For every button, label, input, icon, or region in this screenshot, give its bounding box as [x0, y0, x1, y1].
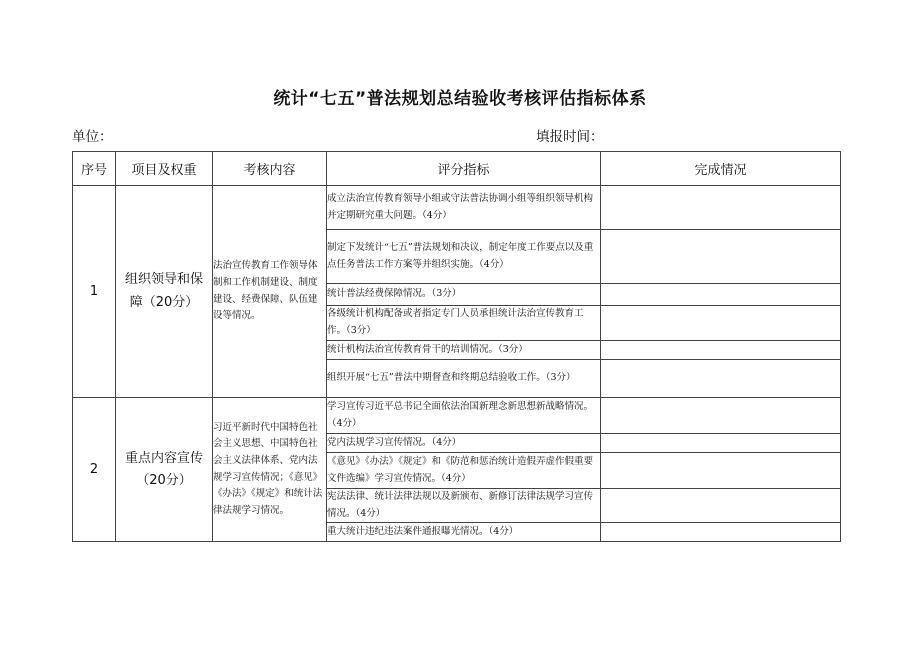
- section-2-completion-3[interactable]: [601, 453, 841, 489]
- section-2-number: 2: [73, 398, 116, 542]
- section-2-completion-2[interactable]: [601, 434, 841, 453]
- document-title: 统计“七五”普法规划总结验收考核评估指标体系: [273, 89, 647, 109]
- section-1-project-line1: 组织领导和保: [124, 272, 203, 288]
- header-completion: 完成情况: [601, 152, 841, 186]
- section-2-completion-4[interactable]: [601, 489, 841, 523]
- section-1-project: [116, 186, 213, 398]
- section-1-criterion-1: 成立法治宣传教育领导小组或守法普法协调小组等组织领导机构并定期研究重大问题。（4分）: [327, 186, 601, 230]
- section-2-criterion-2: 党内法规学习宣传情况。（4分）: [327, 434, 601, 453]
- header-criteria: 评分指标: [327, 152, 601, 186]
- header-row: [73, 152, 841, 186]
- section-1-criterion-4: 各级统计机构配备或者指定专门人员承担统计法治宣传教育工作。（3分）: [327, 306, 601, 341]
- section-2-completion-5[interactable]: [601, 523, 841, 542]
- header-content: 考核内容: [213, 152, 327, 186]
- section-1-criterion-3: 统计普法经费保障情况。（3分）: [327, 284, 601, 306]
- section-2-completion-1[interactable]: [601, 398, 841, 434]
- table-row: [73, 186, 841, 230]
- header-no: 序号: [73, 152, 116, 186]
- section-1-criterion-5: 统计机构法治宣传教育骨干的培训情况。（3分）: [327, 341, 601, 360]
- section-2-criterion-5: 重大统计违纪违法案件通报曝光情况。（4分）: [327, 523, 601, 542]
- section-1-project-line2: 障（20分）: [129, 294, 199, 310]
- section-2-criterion-1: 学习宣传习近平总书记全面依法治国新理念新思想新战略情况。（4分）: [327, 398, 601, 434]
- section-1-criterion-6: 组织开展“七五”普法中期督查和终期总结验收工作。（3分）: [327, 360, 601, 398]
- section-2-criterion-3: 《意见》《办法》《规定》和《防范和惩治统计造假弄虚作假重要文件选编》学习宣传情况。（4分）: [327, 453, 601, 489]
- section-1-number: 1: [73, 186, 116, 398]
- section-1-completion-2[interactable]: [601, 230, 841, 284]
- section-2-project-line2: （20分）: [136, 472, 192, 488]
- unit-label: 单位：: [72, 129, 113, 145]
- header-project: 项目及权重: [116, 152, 213, 186]
- table-row: [73, 398, 841, 434]
- section-1-criterion-2: 制定下发统计“七五”普法规划和决议，制定年度工作要点以及重点任务普法工作方案等并组织实施。（4分）: [327, 230, 601, 284]
- section-1-completion-3[interactable]: [601, 284, 841, 306]
- section-1-completion-4[interactable]: [601, 306, 841, 341]
- section-2-content: 习近平新时代中国特色社会主义思想、中国特色社会主义法律体系、党内法规学习宣传情况；《意见》《办法》《规定》和统计法律法规学习情况。: [213, 398, 327, 542]
- section-2-criterion-4: 宪法法律、统计法律法规以及新颁布、新修订法律法规学习宣传情况。（4分）: [327, 489, 601, 523]
- section-1-completion-1[interactable]: [601, 186, 841, 230]
- section-1-content: 法治宣传教育工作领导体制和工作机制建设、制度建设、经费保障、队伍建设等情况。: [213, 186, 327, 398]
- fill-time-label: 填报时间：: [536, 129, 604, 145]
- evaluation-table: [72, 151, 841, 542]
- section-2-project-line1: 重点内容宣传: [124, 450, 203, 466]
- section-2-project: [116, 398, 213, 542]
- section-1-completion-6[interactable]: [601, 360, 841, 398]
- section-1-completion-5[interactable]: [601, 341, 841, 360]
